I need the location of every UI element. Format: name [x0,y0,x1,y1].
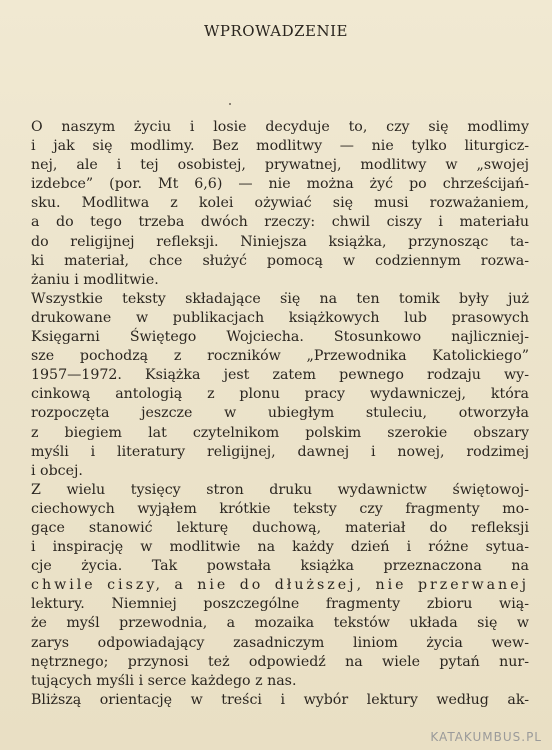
text-line: a do tego trzeba dwóch rzeczy: chwil ciszy i materiału [31,214,529,231]
text-line: 1957—1972. Książka jest zatem pewnego rodzaju wy- [31,367,529,384]
text-line: Bliższą orientację w treści i wybór lektury według ak- [31,691,529,708]
text-line: tujących myśli i serce każdego z nas. [31,672,297,689]
print-speck [229,103,231,105]
text-line: żaniu i modlitwie. [31,271,159,288]
text-line: gące stanowić lekturę duchową, materiał do refleksji [31,519,529,536]
text-line: rozpoczęta jeszcze w ubiegłym stuleciu, otworzyła [31,405,529,422]
body-text [31,118,529,710]
text-line: do religijnej refleksji. Niniejsza książka, przynosząc ta- [31,233,529,250]
text-line: Z wielu tysięcy stron druku wydawnictw świętowoj- [31,481,529,498]
text-line: nętrznego; przynosi też odpowiedź na wiele pytań nur- [31,653,529,670]
text-line: ciechowych wyjąłem krótkie teksty czy fragmenty mo- [31,500,529,517]
text-line: ki materiał, chce służyć pomocą w codziennym rozwa- [31,252,529,269]
text-line: sze pochodzą z roczników „Przewodnika Katolickiego” [31,348,529,365]
text-line: i obcej. [31,462,83,479]
chapter-heading: WPROWADZENIE [203,22,348,40]
text-line: cinkową antologią z plonu pracy wydawniczej, która [31,386,529,403]
text-line: cje życia. Tak powstała książka przeznaczona na [31,558,529,575]
text-line: że myśl przewodnia, a mozaika tekstów układa się w [31,615,529,632]
text-line: i inspirację w modlitwie na każdy dzień i różne sytua- [31,539,529,556]
text-line: lektury. Niemniej poszczególne fragmenty zbioru wią- [31,596,529,613]
text-line: chwile ciszy, a nie do dłuższej, nie przerwanej [31,577,529,594]
text-line: Wszystkie teksty składające się na ten tomik były już [31,290,529,307]
watermark: KATAKUMBUS.PL [430,730,542,744]
text-line: drukowane w publikacjach książkowych lub prasowych [31,309,529,326]
text-line: z biegiem lat czytelnikom polskim szerokie obszary [31,424,529,441]
text-line: i jak się modlimy. Bez modlitwy — nie tylko liturgicz- [31,138,529,155]
text-line: sku. Modlitwa z kolei ożywiać się musi rozważaniem, [31,195,529,212]
text-line: izdebce” (por. Mt 6,6) — nie można żyć po chrześcijań- [31,176,529,193]
text-line: nej, ale i tej osobistej, prywatnej, modlitwy w „swojej [31,157,529,174]
text-line: O naszym życiu i losie decyduje to, czy się modlimy [31,119,529,135]
text-line: zarys odpowiadający zasadniczym liniom życia wew- [31,634,529,651]
text-line: Księgarni Świętego Wojciecha. Stosunkowo najliczniej- [31,329,529,346]
text-line: myśli i literatury religijnej, dawnej i nowej, rodzimej [31,443,529,460]
